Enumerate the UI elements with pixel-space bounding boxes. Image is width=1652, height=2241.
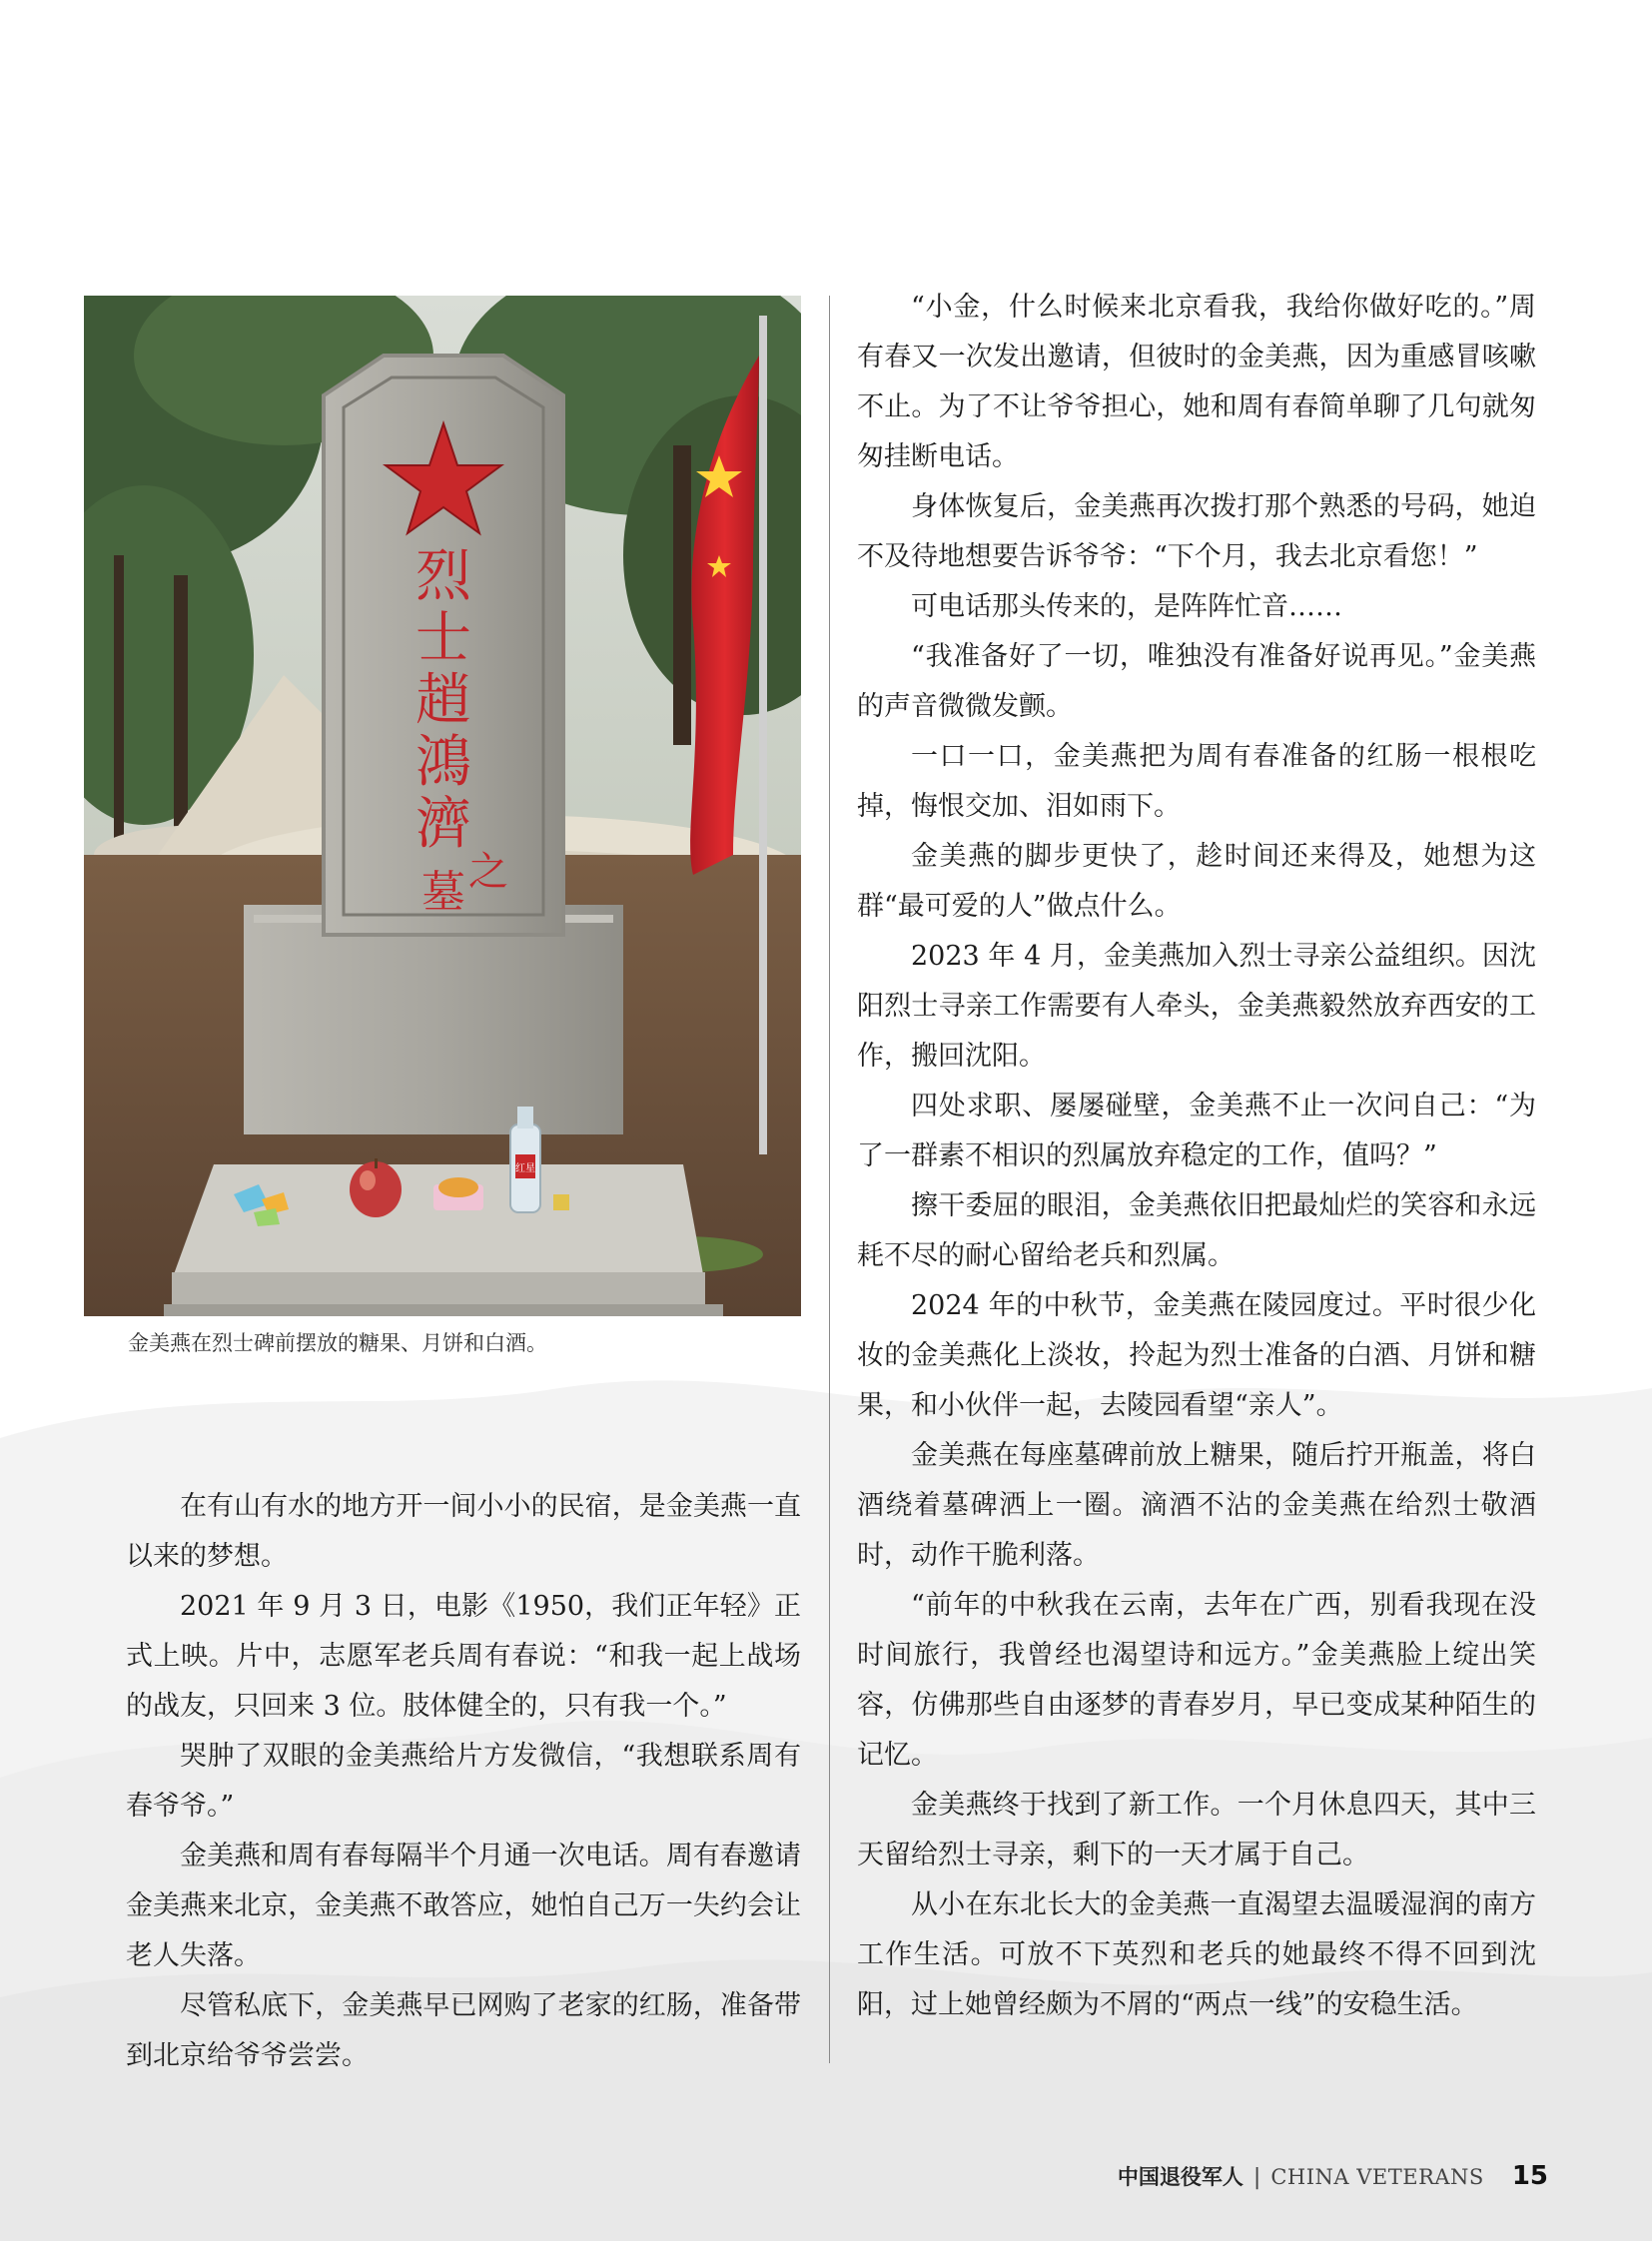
svg-text:鴻: 鴻 (415, 730, 471, 795)
paragraph: 2024 年的中秋节，金美燕在陵园度过。平时很少化妆的金美燕化上淡妆，拎起为烈士准备的白酒、月饼和糖果，和小伙伴一起，去陵园看望“亲人”。 (857, 1290, 1536, 1421)
footer-separator: | (1252, 2165, 1261, 2190)
paragraph: 在有山有水的地方开一间小小的民宿，是金美燕一直以来的梦想。 (126, 1491, 801, 1572)
paragraph: 尽管私底下，金美燕早已网购了老家的红肠，准备带到北京给爷爷尝尝。 (126, 1990, 801, 2071)
page-footer (1118, 2161, 1548, 2191)
page-number: 15 (1511, 2161, 1548, 2191)
paragraph: 金美燕和周有春每隔半个月通一次电话。周有春邀请金美燕来北京，金美燕不敢答应，她怕自己万一失约会让老人失落。 (126, 1841, 801, 1971)
paragraph: 哭肿了双眼的金美燕给片方发微信，“我想联系周有春爷爷。” (126, 1741, 801, 1822)
svg-text:趙: 趙 (415, 668, 471, 733)
svg-text:士: 士 (415, 606, 471, 671)
paragraph: “小金，什么时候来北京看我，我给你做好吃的。”周有春又一次发出邀请，但彼时的金美燕，因为重感冒咳嗽不止。为了不让爷爷担心，她和周有春简单聊了几句就匆匆挂断电话。 (857, 292, 1536, 472)
column-divider (829, 296, 830, 2063)
paragraph: 一口一口，金美燕把为周有春准备的红肠一根根吃掉，悔恨交加、泪如雨下。 (857, 741, 1536, 822)
magazine-name: 中国退役军人 (1117, 2165, 1243, 2189)
svg-text:墓: 墓 (421, 867, 465, 918)
magazine-english-name: CHINA VETERANS (1270, 2165, 1484, 2189)
paragraph: 2021 年 9 月 3 日，电影《1950，我们正年轻》正式上映。片中，志愿军老兵周有春说：“和我一起上战场的战友，只回来 3 位。肢体健全的，只有我一个。” (126, 1591, 801, 1722)
paragraph: 2023 年 4 月，金美燕加入烈士寻亲公益组织。因沈阳烈士寻亲工作需要有人牵头，金美燕毅然放弃西安的工作，搬回沈阳。 (857, 941, 1536, 1072)
svg-text:之: 之 (468, 849, 508, 895)
svg-text:烈: 烈 (415, 544, 471, 609)
paragraph: “我准备好了一切，唯独没有准备好说再见。”金美燕的声音微微发颤。 (857, 641, 1536, 722)
paragraph: “前年的中秋我在云南，去年在广西，别看我现在没时间旅行，我曾经也渴望诗和远方。”金美燕脸上绽出笑容，仿佛那些自由逐梦的青春岁月，早已变成某种陌生的记忆。 (857, 1590, 1536, 1771)
paragraph: 金美燕终于找到了新工作。一个月休息四天，其中三天留给烈士寻亲，剩下的一天才属于自己。 (857, 1790, 1536, 1870)
right-text-column (857, 283, 1536, 2030)
paragraph: 从小在东北长大的金美燕一直渴望去温暖湿润的南方工作生活。可放不下英烈和老兵的她最终不得不回到沈阳，过上她曾经颇为不屑的“两点一线”的安稳生活。 (857, 1889, 1536, 2020)
bottle-label: 红星 (515, 1163, 535, 1174)
paragraph: 金美燕的脚步更快了，趁时间还来得及，她想为这群“最可爱的人”做点什么。 (857, 841, 1536, 922)
paragraph: 擦干委屈的眼泪，金美燕依旧把最灿烂的笑容和永远耗不尽的耐心留给老兵和烈属。 (857, 1190, 1536, 1271)
paragraph: 四处求职、屡屡碰壁，金美燕不止一次问自己：“为了一群素不相识的烈属放弃稳定的工作，值吗？” (857, 1091, 1536, 1171)
paragraph: 可电话那头传来的，是阵阵忙音…… (911, 591, 1342, 622)
paragraph: 金美燕在每座墓碑前放上糖果，随后拧开瓶盖，将白酒绕着墓碑洒上一圈。滴酒不沾的金美燕在给烈士敬酒时，动作干脆利落。 (857, 1440, 1536, 1571)
memorial-photo (84, 296, 801, 1316)
svg-text:濟: 濟 (415, 792, 471, 857)
photo-caption: 金美燕在烈士碑前摆放的糖果、月饼和白酒。 (128, 1331, 547, 1355)
paragraph: 身体恢复后，金美燕再次拨打那个熟悉的号码，她迫不及待地想要告诉爷爷：“下个月，我去北京看您！” (857, 491, 1536, 572)
left-text-column (126, 1482, 801, 2081)
